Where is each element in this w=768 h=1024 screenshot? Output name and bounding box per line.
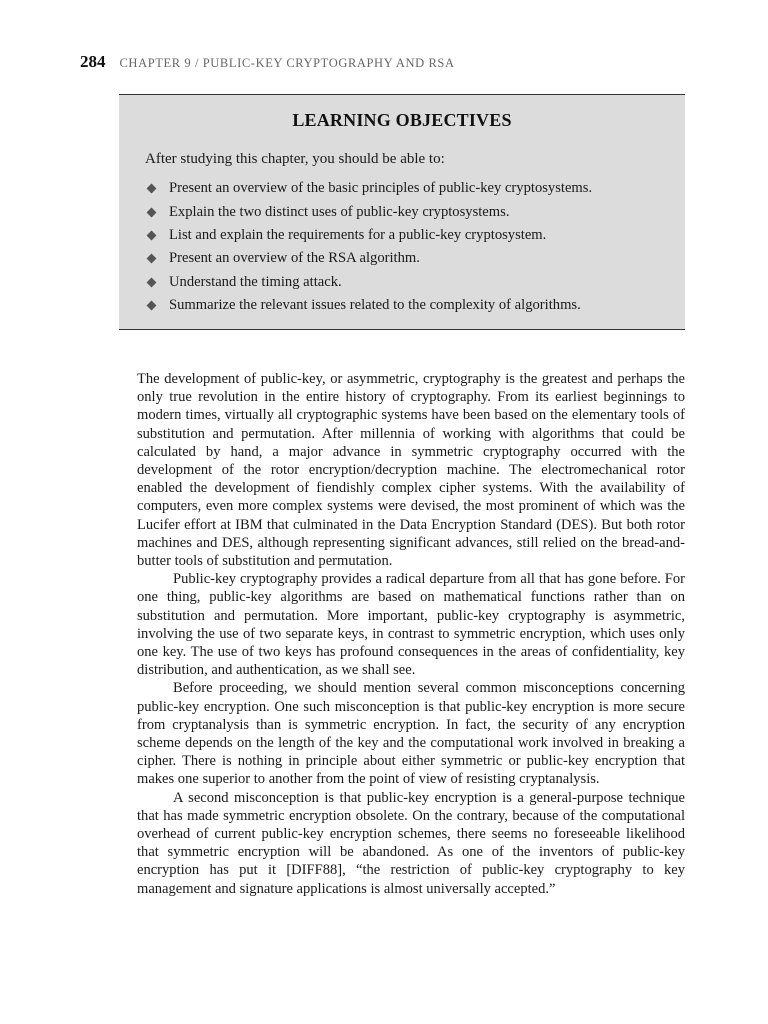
objective-text: Summarize the relevant issues related to the complexity of algorithms. — [169, 297, 581, 314]
diamond-bullet-icon — [147, 207, 157, 217]
learning-objectives-box — [119, 94, 685, 330]
paragraph-3: Before proceeding, we should mention several common misconceptions concerning public-key encryption. One such misconception is that public-key encryption is more secure from cryptanalysis than is symmetric encryption. In fact, the security of any encryption scheme depends on the length of the key and the computational work involved in breaking a cipher. There is nothing in principle about either symmetric or public-key encryption that makes one superior to another from the point of view of resisting cryptanalysis. — [137, 680, 685, 788]
paragraph-1: The development of public-key, or asymmetric, cryptography is the greatest and perhaps the only true revolution in the entire history of cryptography. From its earliest beginnings to modern times, virtually all cryptographic systems have been based on the elementary tools of substitution and permutation. After millennia of working with algorithms that could be calculated by hand, a major advance in symmetric cryptography occurred with the development of the rotor encryption/decryption machine. The electromechanical rotor enabled the development of fiendishly complex cipher systems. With the availability of computers, even more complex systems were devised, the most prominent of which was the Lucifer effort at IBM that culminated in the Data Encryption Standard (DES). But both rotor machines and DES, although representing significant advances, still relied on the bread-and-butter tools of substitution and permutation. — [137, 371, 685, 570]
diamond-bullet-icon — [147, 254, 157, 264]
objective-item — [145, 247, 592, 270]
running-head — [80, 52, 455, 72]
objective-text: Explain the two distinct uses of public-key cryptosystems. — [169, 203, 510, 220]
objective-text: Understand the timing attack. — [169, 273, 342, 290]
objective-item — [145, 271, 592, 294]
chapter-title: CHAPTER 9 / PUBLIC-KEY CRYPTOGRAPHY AND RSA — [119, 56, 455, 70]
learning-objectives-list — [145, 177, 592, 317]
learning-objectives-heading: LEARNING OBJECTIVES — [292, 110, 512, 130]
diamond-bullet-icon — [147, 184, 157, 194]
objective-item — [145, 224, 592, 247]
page-number: 284 — [80, 52, 106, 71]
diamond-bullet-icon — [147, 231, 157, 241]
objective-text: Present an overview of the basic principles of public-key cryptosystems. — [169, 180, 593, 197]
learning-objectives-intro: After studying this chapter, you should be able to: — [145, 151, 445, 167]
paragraph-2: Public-key cryptography provides a radical departure from all that has gone before. For one thing, public-key algorithms are based on mathematical functions rather than on substitution and permutation. More important, public-key cryptography is asymmetric, involving the use of two separate keys, in contrast to symmetric encryption, which uses only one key. The use of two keys has profound consequences in the areas of confidentiality, key distribution, and authentication, as we shall see. — [137, 571, 685, 679]
objective-text: List and explain the requirements for a public-key cryptosystem. — [169, 226, 547, 243]
diamond-bullet-icon — [147, 301, 157, 311]
body-text — [137, 370, 685, 898]
objective-item — [145, 294, 592, 317]
paragraph-4: A second misconception is that public-key encryption is a general-purpose technique that has made symmetric encryption obsolete. On the contrary, because of the computational overhead of current public-key encryption schemes, there seems no foreseeable likelihood that symmetric encryption will be abandoned. As one of the inventors of public-key encryption has put it [DIFF88], “the restriction of public-key cryptography to key management and signature applications is almost universally accepted.” — [137, 789, 685, 897]
objective-item — [145, 177, 592, 200]
objective-item — [145, 200, 592, 223]
diamond-bullet-icon — [147, 277, 157, 287]
objective-text: Present an overview of the RSA algorithm. — [169, 250, 420, 267]
